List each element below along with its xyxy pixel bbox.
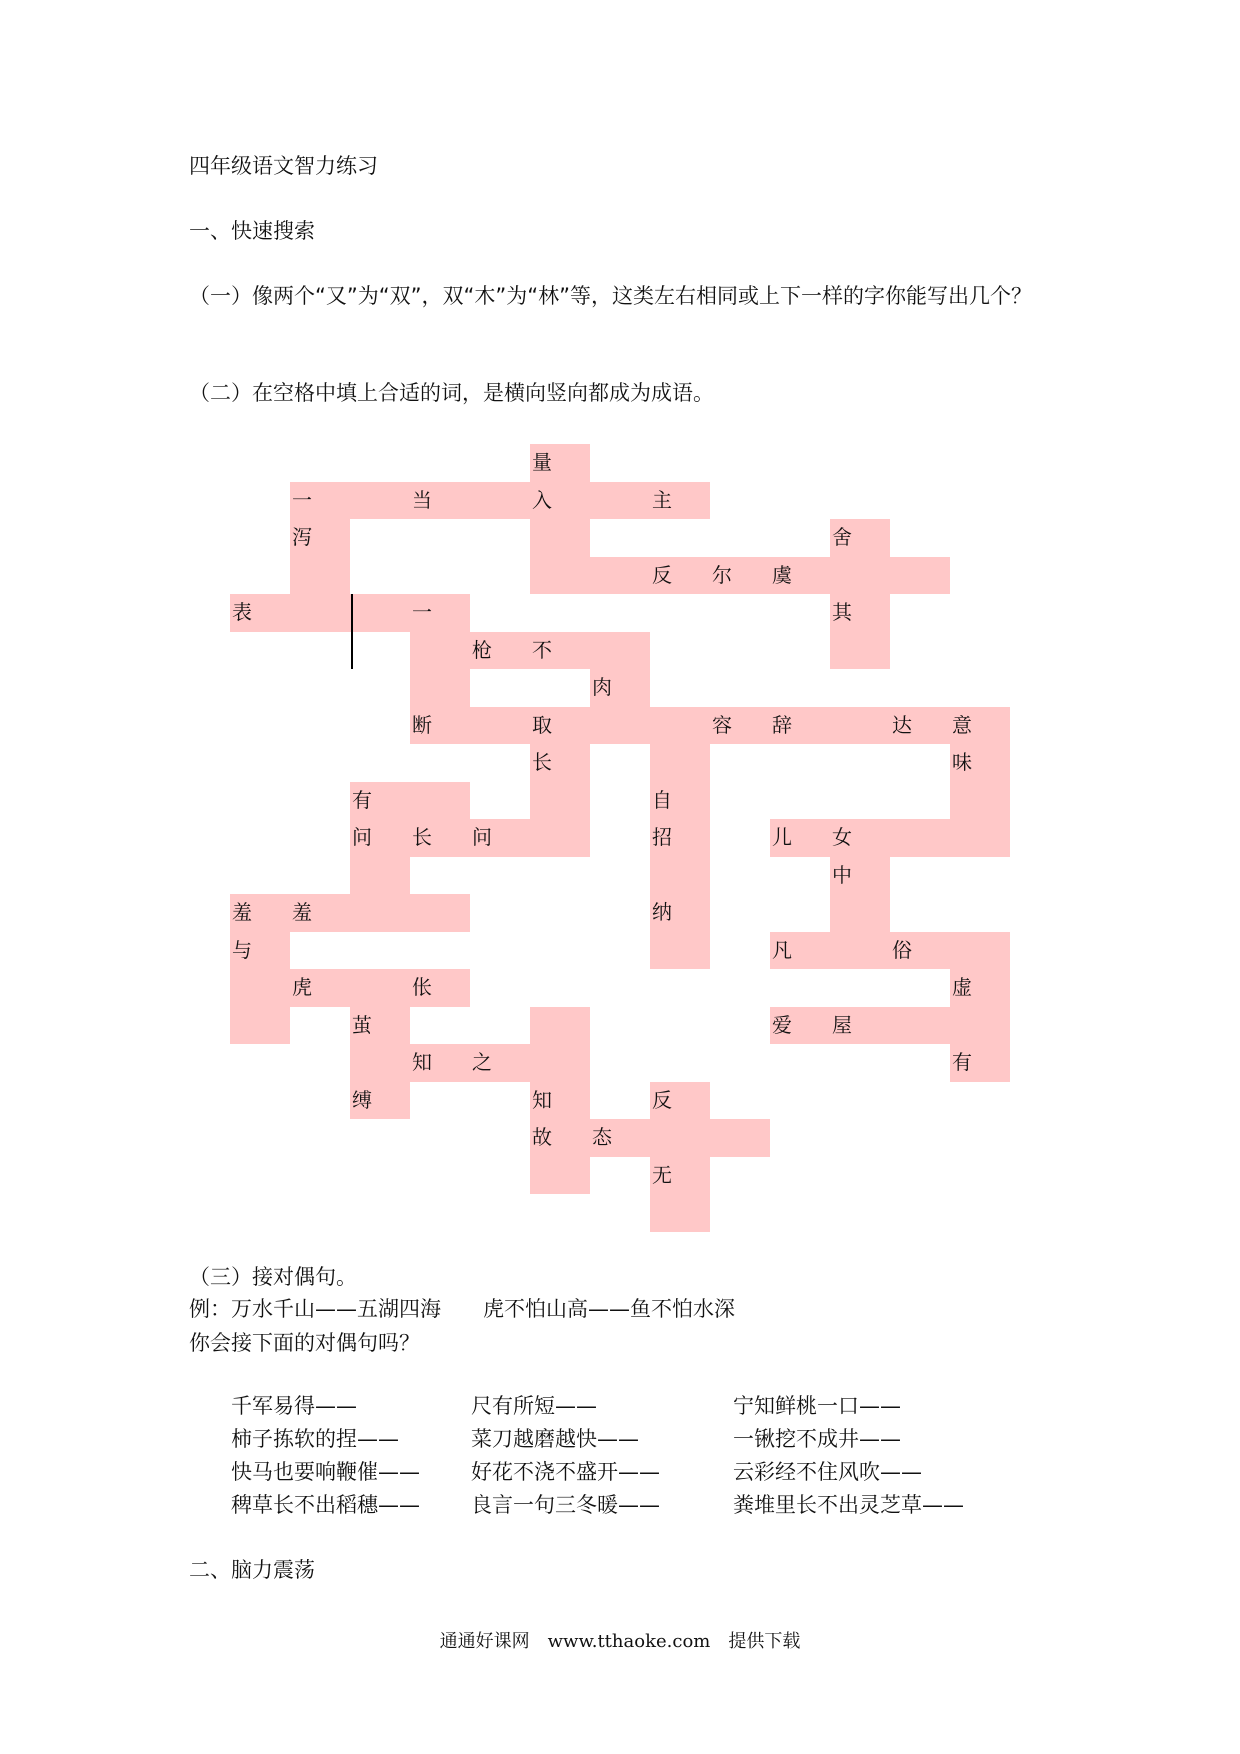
crossword-cell: [590, 632, 650, 670]
crossword-cell: [890, 557, 950, 595]
crossword-cell: [350, 857, 410, 895]
crossword-char: 反: [652, 1087, 672, 1112]
crossword-cell: [590, 557, 650, 595]
couplet-item: 一锹挖不成井——: [733, 1427, 901, 1451]
crossword-char: 有: [352, 787, 372, 812]
crossword-char: 辞: [772, 712, 792, 737]
couplet-item: 千军易得——: [231, 1394, 357, 1418]
crossword-char: 羞: [232, 900, 252, 924]
crossword-cell: [890, 819, 950, 857]
crossword-cell: [650, 707, 710, 745]
crossword-char: 缚: [352, 1087, 372, 1112]
crossword-char: 枪: [472, 637, 492, 662]
crossword-char: 一: [412, 600, 432, 624]
crossword-char: 入: [532, 487, 552, 512]
crossword-cell: [350, 969, 410, 1007]
crossword-cell: [710, 1119, 770, 1157]
crossword-cell: [650, 744, 710, 782]
crossword-cell: [590, 707, 650, 745]
crossword-char: 当: [412, 487, 432, 512]
crossword-char: 故: [532, 1125, 552, 1149]
crossword-cell: [530, 782, 590, 820]
crossword-cell: [350, 894, 410, 932]
crossword-char: 女: [832, 825, 852, 849]
page-footer: 通通好课网 www.tthaoke.com 提供下载: [439, 1631, 801, 1652]
crossword-char: 虎: [292, 975, 312, 999]
crossword-cell: [650, 1194, 710, 1232]
question-2: （二）在空格中填上合适的词，是横向竖向都成为成语。: [189, 381, 714, 405]
crossword-char: 招: [652, 825, 672, 849]
crossword-cell: [530, 557, 590, 595]
crossword-cell: [530, 1044, 590, 1082]
question-1: （一）像两个“又”为“双”，双“木”为“林”等，这类左右相同或上下一样的字你能写出几个？: [189, 284, 1033, 308]
crossword-cell: [230, 1007, 290, 1045]
couplet-item: 菜刀越磨越快——: [471, 1427, 639, 1451]
crossword-cell: [470, 482, 530, 520]
crossword-char: 知: [532, 1087, 552, 1112]
crossword-cell: [470, 707, 530, 745]
crossword-cell: [830, 557, 890, 595]
crossword-char: 泻: [292, 525, 312, 549]
crossword-cell: [650, 932, 710, 970]
crossword-cell: [290, 594, 350, 632]
crossword-char: 不: [532, 637, 552, 662]
crossword-char: 态: [592, 1125, 612, 1149]
crossword-char: 表: [232, 600, 252, 624]
crossword-char: 虚: [952, 975, 972, 999]
crossword-char: 无: [652, 1162, 672, 1187]
crossword-char: 容: [712, 712, 732, 737]
crossword-cell: [950, 819, 1010, 857]
crossword-cell: [290, 557, 350, 595]
crossword-cell: [350, 482, 410, 520]
crossword-cell: [230, 969, 290, 1007]
crossword-char: 一: [292, 487, 312, 512]
crossword-cell: [410, 669, 470, 707]
crossword-cell: [830, 632, 890, 670]
example-line: 例：万水千山——五湖四海 虎不怕山高——鱼不怕水深: [189, 1297, 735, 1321]
crossword-cell: [650, 857, 710, 895]
crossword-char: 知: [412, 1050, 432, 1074]
crossword-char: 舍: [832, 525, 852, 549]
crossword-cell: [890, 1007, 950, 1045]
question-3: （三）接对偶句。: [189, 1265, 357, 1289]
crossword-cell: [350, 1044, 410, 1082]
crossword-cell: [410, 632, 470, 670]
crossword-char: 问: [352, 825, 372, 849]
couplet-item: 云彩经不住风吹——: [733, 1460, 922, 1484]
crossword-cell: [530, 519, 590, 557]
crossword-char: 取: [532, 712, 552, 737]
couplet-item: 好花不浇不盛开——: [471, 1460, 660, 1484]
crossword-cell: [590, 482, 650, 520]
divider-line: [351, 594, 353, 669]
crossword-char: 虞: [772, 562, 792, 587]
crossword-char: 之: [472, 1050, 492, 1074]
crossword-cell: [830, 894, 890, 932]
crossword-char: 反: [652, 562, 672, 587]
crossword-char: 自: [652, 787, 672, 812]
crossword-cell: [350, 594, 410, 632]
crossword-char: 纳: [652, 900, 672, 924]
crossword-cell: [830, 707, 890, 745]
crossword-cell: [410, 782, 470, 820]
prompt-line: 你会接下面的对偶句吗？: [189, 1331, 420, 1355]
crossword-cell: [530, 819, 590, 857]
couplet-item: 尺有所短——: [471, 1394, 597, 1418]
section-heading-1: 一、快速搜索: [189, 219, 315, 243]
couplet-item: 粪堆里长不出灵芝草——: [733, 1493, 964, 1517]
crossword-char: 爱: [772, 1012, 792, 1037]
crossword-char: 羞: [292, 900, 312, 924]
couplet-item: 柿子拣软的捏——: [231, 1427, 399, 1451]
crossword-char: 凡: [772, 937, 792, 962]
page-title: 四年级语文智力练习: [189, 154, 378, 178]
crossword-char: 肉: [592, 675, 612, 699]
crossword-char: 俗: [892, 937, 912, 962]
couplet-item: 快马也要响鞭催——: [231, 1460, 420, 1484]
crossword-cell: [950, 932, 1010, 970]
crossword-char: 与: [232, 937, 252, 962]
crossword-char: 断: [412, 712, 432, 737]
crossword-char: 茧: [352, 1012, 372, 1037]
crossword-char: 主: [652, 487, 672, 512]
crossword-char: 其: [832, 600, 852, 624]
crossword-cell: [530, 1007, 590, 1045]
crossword-char: 味: [952, 750, 972, 774]
crossword-char: 意: [952, 712, 972, 737]
crossword-char: 屋: [832, 1012, 852, 1037]
crossword-char: 中: [832, 862, 852, 887]
crossword-char: 长: [412, 825, 432, 849]
crossword-cell: [950, 782, 1010, 820]
crossword-cell: [650, 1119, 710, 1157]
crossword-char: 达: [892, 712, 912, 737]
crossword-cell: [410, 894, 470, 932]
crossword-char: 长: [532, 750, 552, 774]
crossword-cell: [950, 1007, 1010, 1045]
crossword-cell: [530, 1157, 590, 1195]
section-heading-2: 二、脑力震荡: [189, 1558, 315, 1582]
couplet-item: 宁知鲜桃一口——: [733, 1394, 901, 1418]
crossword-char: 有: [952, 1050, 972, 1074]
crossword-char: 伥: [412, 975, 432, 999]
couplet-item: 稗草长不出稻穗——: [231, 1493, 420, 1517]
crossword-char: 问: [472, 825, 492, 849]
crossword-char: 儿: [772, 825, 792, 849]
couplet-item: 良言一句三冬暖——: [471, 1493, 660, 1517]
crossword-cell: [830, 932, 890, 970]
crossword-char: 尔: [712, 562, 732, 587]
crossword-char: 量: [532, 450, 552, 474]
